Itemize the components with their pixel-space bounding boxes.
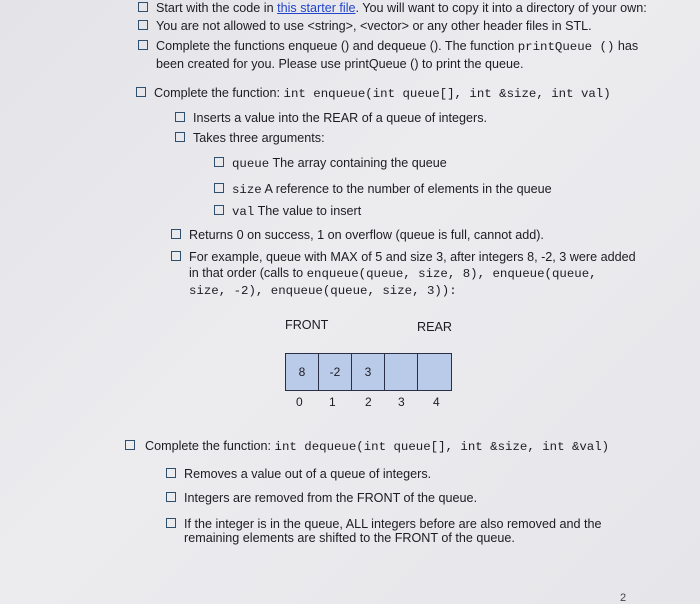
checkbox-icon bbox=[166, 468, 176, 478]
dequeue-bullet: Integers are removed from the FRONT of the queue. bbox=[184, 491, 478, 505]
arg-size: size A reference to the number of elements in the queue bbox=[232, 182, 552, 197]
item-stl: You are not allowed to use <string>, <vector> or any other header files in STL. bbox=[156, 19, 592, 33]
enqueue-example: For example, queue with MAX of 5 and size 3, after integers 8, -2, 3 were added bbox=[189, 250, 636, 264]
index-label: 2 bbox=[365, 395, 372, 409]
item-functions: Complete the functions enqueue () and dequeue (). The function printQueue () has bbox=[156, 39, 639, 54]
dequeue-bullet: If the integer is in the queue, ALL integers before are also removed and the bbox=[184, 517, 602, 531]
index-label: 3 bbox=[398, 395, 405, 409]
checkbox-icon bbox=[175, 112, 185, 122]
queue-cell: -2 bbox=[319, 354, 352, 390]
arg-val: val The value to insert bbox=[232, 204, 362, 219]
index-label: 1 bbox=[329, 395, 336, 409]
dequeue-bullet: Removes a value out of a queue of integers. bbox=[184, 467, 432, 481]
enqueue-heading: Complete the function: int enqueue(int queue[], int &size, int val) bbox=[154, 86, 611, 101]
index-label: 4 bbox=[433, 395, 440, 409]
checkbox-icon bbox=[171, 229, 181, 239]
checkbox-icon bbox=[214, 183, 224, 193]
enqueue-example-cont: in that order (calls to enqueue(queue, size, 8), enqueue(queue, bbox=[189, 266, 597, 281]
item-functions-cont: been created for you. Please use printQueue () to print the queue. bbox=[156, 57, 524, 71]
checkbox-icon bbox=[138, 20, 148, 30]
front-label: FRONT bbox=[285, 318, 329, 332]
enqueue-example-cont2: size, -2), enqueue(queue, size, 3)): bbox=[189, 284, 457, 298]
checkbox-icon bbox=[136, 87, 146, 97]
checkbox-icon bbox=[214, 157, 224, 167]
enqueue-returns: Returns 0 on success, 1 on overflow (queue is full, cannot add). bbox=[189, 228, 544, 242]
checkbox-icon bbox=[138, 40, 148, 50]
checkbox-icon bbox=[125, 440, 135, 450]
page-number: 2 bbox=[620, 592, 627, 604]
arg-queue: queue The array containing the queue bbox=[232, 156, 447, 171]
index-label: 0 bbox=[296, 395, 303, 409]
checkbox-icon bbox=[214, 205, 224, 215]
checkbox-icon bbox=[171, 251, 181, 261]
dequeue-bullet-cont: remaining elements are shifted to the FRONT of the queue. bbox=[184, 531, 515, 545]
queue-array-diagram bbox=[285, 353, 452, 391]
checkbox-icon bbox=[175, 132, 185, 142]
checkbox-icon bbox=[166, 518, 176, 528]
checkbox-icon bbox=[166, 492, 176, 502]
queue-cell bbox=[418, 354, 451, 390]
enqueue-desc: Inserts a value into the REAR of a queue of integers. bbox=[193, 111, 488, 125]
checkbox-icon bbox=[138, 2, 148, 12]
dequeue-heading: Complete the function: int dequeue(int queue[], int &size, int &val) bbox=[145, 439, 610, 454]
queue-cell: 8 bbox=[286, 354, 319, 390]
item-starter: Start with the code in this starter file. You will want to copy it into a directory of your own: bbox=[156, 1, 647, 15]
queue-cell bbox=[385, 354, 418, 390]
enqueue-args-intro: Takes three arguments: bbox=[193, 131, 325, 145]
rear-label: REAR bbox=[417, 320, 452, 334]
starter-file-link[interactable]: this starter file bbox=[277, 1, 356, 15]
queue-cell: 3 bbox=[352, 354, 385, 390]
